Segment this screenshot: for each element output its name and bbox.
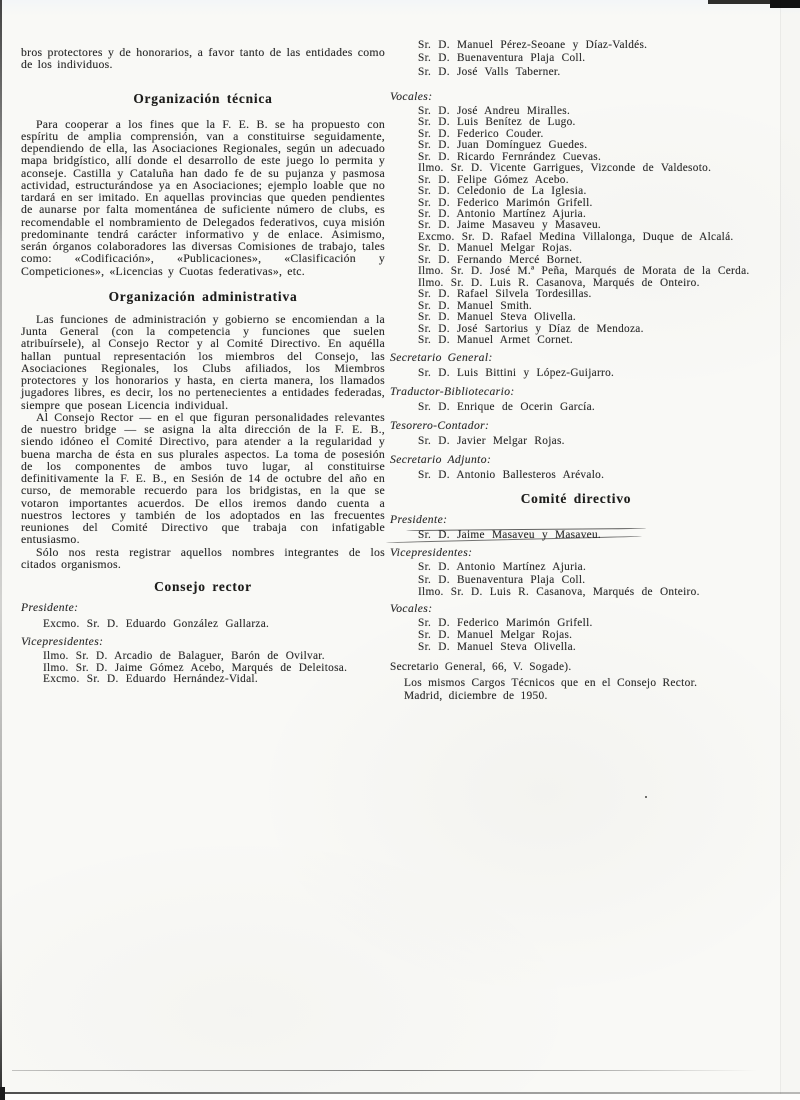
dateline: Madrid, diciembre de 1950. xyxy=(404,690,548,703)
member-name: Ilmo. Sr. D. José M.ª Peña, Marqués de Morata de la Cerda. xyxy=(418,265,750,278)
vocales-list xyxy=(390,106,762,347)
scan-right-edge-shade xyxy=(781,0,800,1100)
officer-role-label: Tesorero-Contador: xyxy=(390,419,490,433)
member-name: Sr. D. Buenaventura Plaja Coll. xyxy=(418,52,586,65)
officer-entry xyxy=(390,351,762,381)
scan-corner-bottom-left xyxy=(0,1087,5,1100)
member-name: Sr. D. Manuel Armet Cornet. xyxy=(418,333,573,346)
heading-consejo-rector: Consejo rector xyxy=(154,579,252,594)
member-name: Sr. D. José Andreu Miralles. xyxy=(418,104,571,117)
scan-top-band xyxy=(0,0,800,16)
member-name-comite-presidente: Sr. D. Jaime Masaveu y Masaveu. xyxy=(418,529,602,542)
paragraph-administrativa-2: Al Consejo Rector — en el que figuran personalidades relevantes de nuestro bridge — se asigna la alta dirección de la F. E. B., siendo idóneo el Comité Directivo, para atender a la regularidad y buena marcha de ésta en sus plurales aspectos. La toma de posesión de los componentes de ambos tuvo lugar, al constituirse definitivamente la F. E. B., en Sesión de 14 de octubre del año en curso, de memorable recuerdo para los bridgistas, en la que se votaron importantes acuerdos. De ellos iremos dando cuenta a nuestros lectores y también de los adoptados en las frecuentes reuniones del Comité Directivo que trabaja con infatigable entusiasmo. xyxy=(21,409,385,547)
member-name: Sr. D. Luis Benítez de Lugo. xyxy=(418,116,576,129)
comite-vicepresidentes-list xyxy=(390,561,762,598)
officer-role-label: Traductor-Bibliotecario: xyxy=(390,385,515,399)
member-name: Sr. D. Ricardo Fernrández Cuevas. xyxy=(418,150,602,163)
member-name: Excmo. Sr. D. Eduardo Hernández-Vidal. xyxy=(43,673,258,686)
member-name: Sr. D. Rafael Silvela Tordesillas. xyxy=(418,288,592,301)
officer-name: Sr. D. Javier Melgar Rojas. xyxy=(418,435,565,448)
member-name: Sr. D. Antonio Martínez Ajuria. xyxy=(418,207,587,220)
member-name: Excmo. Sr. D. Rafael Medina Villalonga, Duque de Alcalá. xyxy=(418,230,734,243)
heading-organizacion-administrativa: Organización administrativa xyxy=(108,288,298,304)
label-presidente: Presidente: xyxy=(21,601,79,614)
member-name: Sr. D. Jaime Masaveu y Masaveu. xyxy=(418,219,602,232)
paragraph-continuation: bros protectores y de honorarios, a favor tanto de las entidades como de los individuos. xyxy=(21,45,385,72)
member-name-presidente: Excmo. Sr. D. Eduardo González Gallarza. xyxy=(43,618,270,630)
scan-left-edge xyxy=(0,0,2,1100)
member-name: Sr. D. Federico Marimón Grifell. xyxy=(418,196,593,209)
member-name: Sr. D. José Valls Taberner. xyxy=(418,65,561,78)
officer-entry xyxy=(390,385,762,415)
member-name: Ilmo. Sr. D. Jaime Gómez Acebo, Marqués de Deleitosa. xyxy=(43,661,348,674)
member-name: Sr. D. Federico Marimón Grifell. xyxy=(418,616,593,629)
member-name: Ilmo. Sr. D. Arcadio de Balaguer, Barón de Ovilvar. xyxy=(43,650,325,662)
label-vicepresidentes: Vicepresidentes: xyxy=(21,635,104,648)
paragraph-administrativa-3: Sólo nos resta registrar aquellos nombres integrantes de los citados organismos. xyxy=(21,544,385,571)
member-name: Sr. D. José Sartorius y Díaz de Mendoza. xyxy=(418,322,644,335)
scan-fold-line xyxy=(12,1070,757,1071)
member-name: Sr. D. Juan Domínguez Guedes. xyxy=(418,139,588,152)
cargos-tecnicos-note: Los mismos Cargos Técnicos que en el Consejo Rector. xyxy=(404,676,698,689)
left-column xyxy=(21,46,385,686)
heading-comite-directivo: Comité directivo xyxy=(520,491,632,507)
officer-name: Sr. D. Luis Bittini y López-Guijarro. xyxy=(418,367,615,380)
member-name: Ilmo. Sr. D. Luis R. Casanova, Marqués de Onteiro. xyxy=(418,586,700,599)
vicepresidentes-list xyxy=(21,651,385,686)
officer-entry xyxy=(390,419,762,449)
label-comite-vocales: Vocales: xyxy=(390,601,433,615)
scan-ink-speck xyxy=(645,796,647,798)
officer-name: Sr. D. Antonio Ballesteros Arévalo. xyxy=(418,469,605,482)
secretaria-address-note: Secretario General, 66, V. Sogade). xyxy=(390,660,572,673)
member-name: Sr. D. Fernando Mercé Bornet. xyxy=(418,253,583,266)
section-comite-directivo xyxy=(390,491,762,704)
member-name: Sr. D. Buenaventura Plaja Coll. xyxy=(418,573,586,586)
label-comite-presidente: Presidente: xyxy=(390,513,448,527)
label-comite-vicepresidentes: Vicepresidentes: xyxy=(390,546,473,560)
officer-name: Sr. D. Enrique de Ocerin García. xyxy=(418,401,596,414)
scan-below-edge xyxy=(0,1094,800,1100)
member-name: Sr. D. Manuel Smith. xyxy=(418,299,533,312)
member-name: Sr. D. Manuel Steva Olivella. xyxy=(418,641,577,654)
member-name: Sr. D. Manuel Steva Olivella. xyxy=(418,311,577,324)
officers-list xyxy=(390,351,762,483)
member-name: Sr. D. Celedonio de La Iglesia. xyxy=(418,185,587,198)
member-name: Sr. D. Felipe Gómez Acebo. xyxy=(418,173,569,186)
member-name: Ilmo. Sr. D. Luis R. Casanova, Marqués de Onteiro. xyxy=(418,276,700,289)
heading-organizacion-tecnica: Organización técnica xyxy=(133,90,273,106)
member-name: Sr. D. Manuel Melgar Rojas. xyxy=(418,242,573,255)
member-name: Sr. D. Manuel Melgar Rojas. xyxy=(418,629,573,642)
label-vocales: Vocales: xyxy=(390,89,433,103)
member-name: Sr. D. Manuel Pérez-Seoane y Díaz-Valdés. xyxy=(418,39,648,51)
member-name: Sr. D. Federico Couder. xyxy=(418,127,544,140)
comite-vocales-list xyxy=(390,617,762,654)
officer-role-label: Secretario General: xyxy=(390,351,493,365)
officer-entry xyxy=(390,453,762,483)
officer-role-label: Secretario Adjunto: xyxy=(390,453,492,467)
member-name: Sr. D. Antonio Martínez Ajuria. xyxy=(418,561,587,574)
right-column xyxy=(390,39,762,704)
paragraph-organizacion-tecnica: Para cooperar a los fines que la F. E. B. se ha propuesto con espíritu de amplia comprensión, van a constituirse seguidamente, dependiendo de ella, las Asociaciones Regionales, según un adecuado mapa bridgístico, allí donde el desarrollo de este juego lo permita y aconseje. Castilla y Cataluña han dado fe de su pujanza y pasmosa actividad, estructurándose ya en Asociaciones; ejemplo loable que no tardará en ser imitado. En aquellas provincias que queden pendientes de aunarse por falta momentánea de suficiente número de clubs, es recomendable el nombramiento de Delegados federativos, cuya misión predominante tendrá carácter informativo y de enlace. Asimismo, serán órganos colaboradores las diversas Comisiones de trabajo, tales como: «Codificación», «Publicaciones», «Clasificación y Competiciones», «Licencias y Cuotas federativas», etc. xyxy=(21,116,385,278)
vicepresidentes-continued-list xyxy=(390,39,762,79)
paragraph-administrativa-1: Las funciones de administración y gobierno se encomiendan a la Junta General (con la competencia y funciones que suelen atribuírsele), al Consejo Rector y al Comité Directivo. En aquélla hallan puntual representación los miembros del Consejo, las Asociaciones Regionales, los Clubs afiliados, los Miembros protectores y los honorarios y hasta, en cierta manera, los llamados jugadores libres, es decir, los no pertenecientes a entidades federadas, siempre que posean Licencia individual. xyxy=(21,311,385,412)
member-name: Ilmo. Sr. D. Vicente Garrigues, Vizconde de Valdesoto. xyxy=(418,162,712,175)
